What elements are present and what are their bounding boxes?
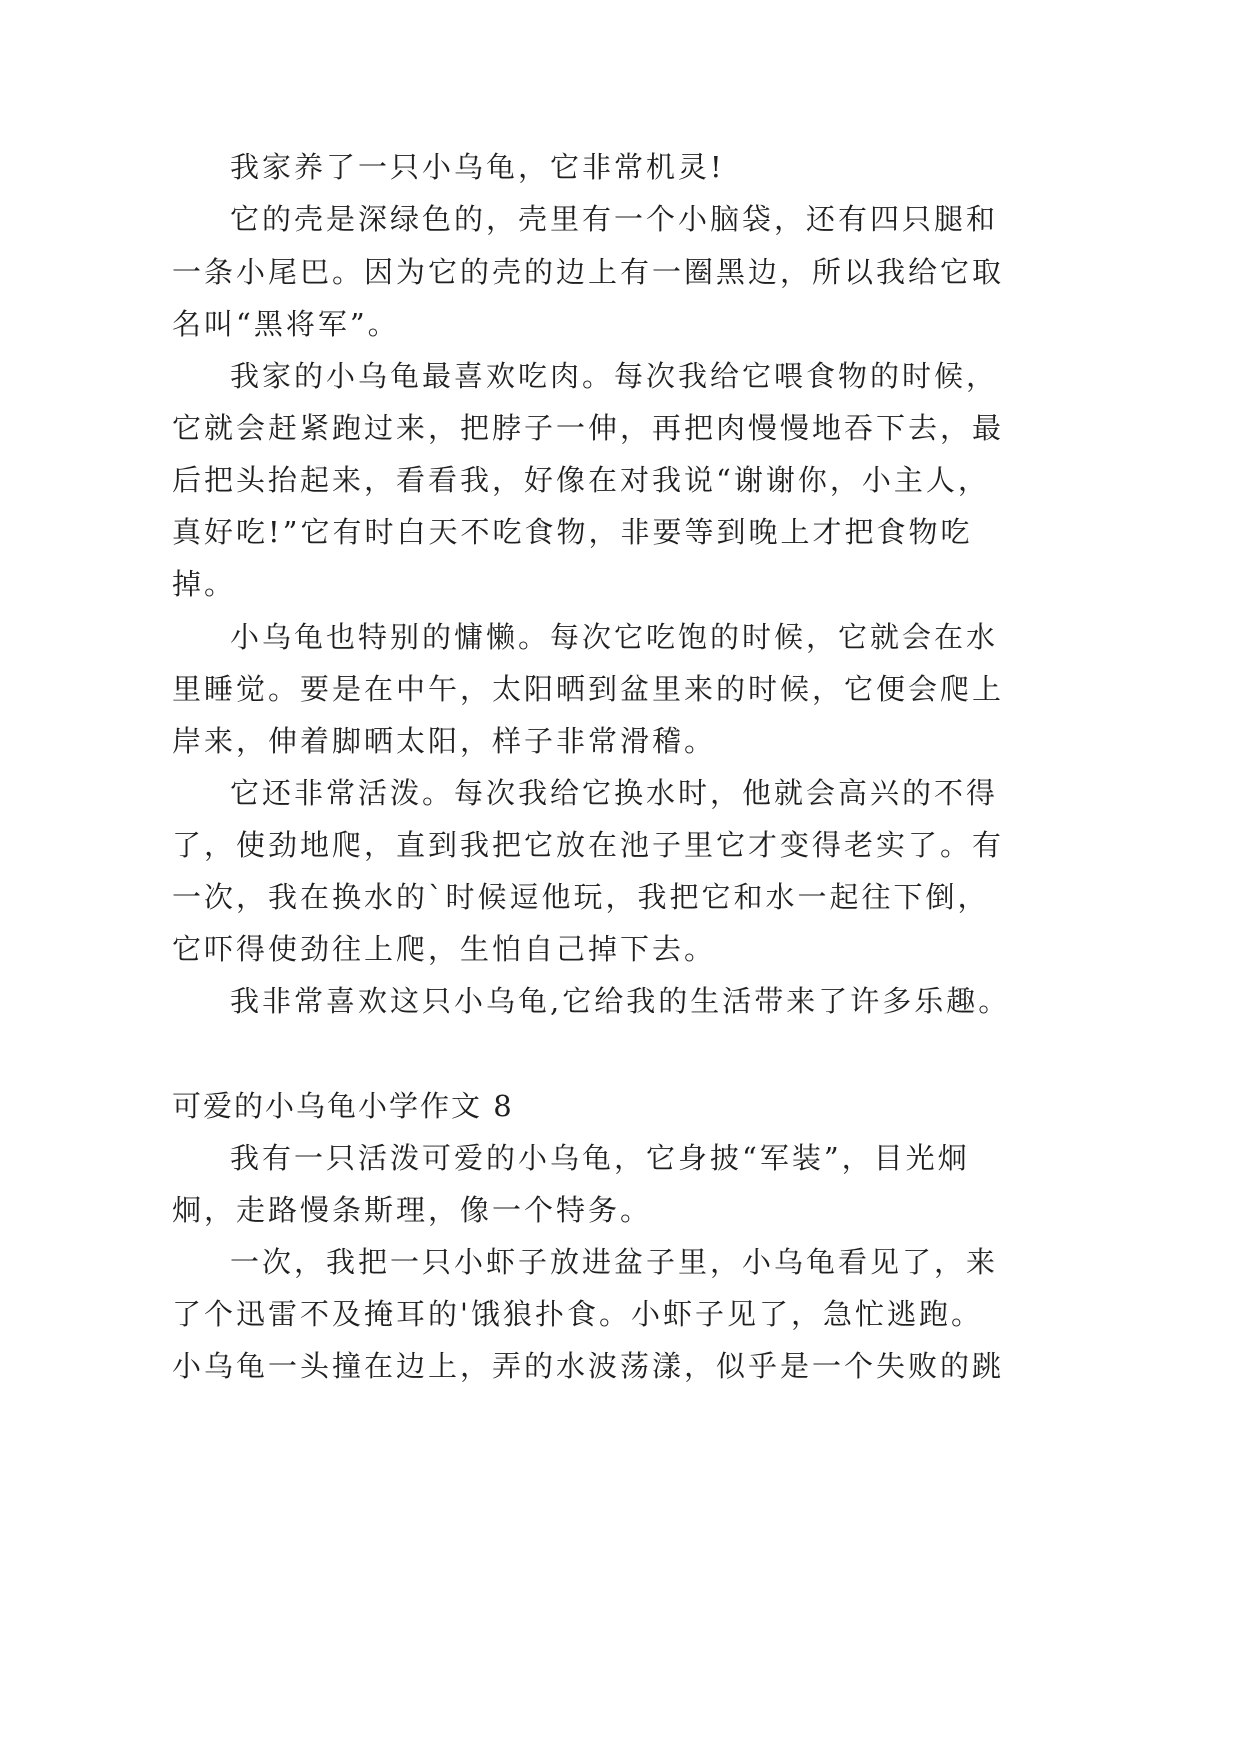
- paragraph-8-line-3: 小乌龟一头撞在边上，弄的水波荡漾，似乎是一个失败的跳: [172, 1349, 1005, 1383]
- paragraph-4-line-2: 里睡觉。要是在中午，太阳晒到盆里来的时候，它便会爬上: [172, 672, 1005, 706]
- paragraph-2-line-1: 它的壳是深绿色的，壳里有一个小脑袋，还有四只腿和: [230, 202, 999, 236]
- paragraph-5-line-4: 它吓得使劲往上爬，生怕自己掉下去。: [172, 932, 717, 966]
- paragraph-5-line-1: 它还非常活泼。每次我给它换水时，他就会高兴的不得: [230, 776, 999, 810]
- paragraph-8-line-1: 一次，我把一只小虾子放进盆子里，小乌龟看见了，来: [230, 1245, 999, 1279]
- paragraph-5-line-2: 了，使劲地爬，直到我把它放在池子里它才变得老实了。有: [172, 828, 1005, 862]
- paragraph-8-line-2: 了个迅雷不及掩耳的'饿狼扑食。小虾子见了，急忙逃跑。: [172, 1297, 983, 1331]
- section-heading: 可爱的小乌龟小学作文 8: [172, 1089, 514, 1123]
- paragraph-2-line-3: 名叫“黑将军”。: [172, 307, 400, 341]
- paragraph-7-line-2: 炯，走路慢条斯理，像一个特务。: [172, 1193, 653, 1227]
- paragraph-7-line-1: 我有一只活泼可爱的小乌龟，它身披“军装”，目光炯: [230, 1141, 970, 1175]
- paragraph-3-line-3: 后把头抬起来，看看我，好像在对我说“谢谢你，小主人，: [172, 463, 990, 497]
- paragraph-2-line-2: 一条小尾巴。因为它的壳的边上有一圈黑边，所以我给它取: [172, 255, 1005, 289]
- paragraph-3-line-2: 它就会赶紧跑过来，把脖子一伸，再把肉慢慢地吞下去，最: [172, 411, 1005, 445]
- paragraph-3-line-5: 掉。: [172, 567, 237, 601]
- paragraph-6-line-1: 我非常喜欢这只小乌龟,它给我的生活带来了许多乐趣。: [230, 984, 1011, 1018]
- paragraph-3-line-4: 真好吃!”它有时白天不吃食物，非要等到晚上才把食物吃: [172, 515, 973, 549]
- paragraph-4-line-3: 岸来，伸着脚晒太阳，样子非常滑稽。: [172, 724, 717, 758]
- paragraph-5-line-3: 一次，我在换水的`时候逗他玩，我把它和水一起往下倒，: [172, 880, 990, 914]
- paragraph-3-line-1: 我家的小乌龟最喜欢吃肉。每次我给它喂食物的时候，: [230, 359, 999, 393]
- paragraph-1-line-1: 我家养了一只小乌龟，它非常机灵!: [230, 150, 725, 184]
- paragraph-4-line-1: 小乌龟也特别的慵懒。每次它吃饱的时候，它就会在水: [230, 620, 999, 654]
